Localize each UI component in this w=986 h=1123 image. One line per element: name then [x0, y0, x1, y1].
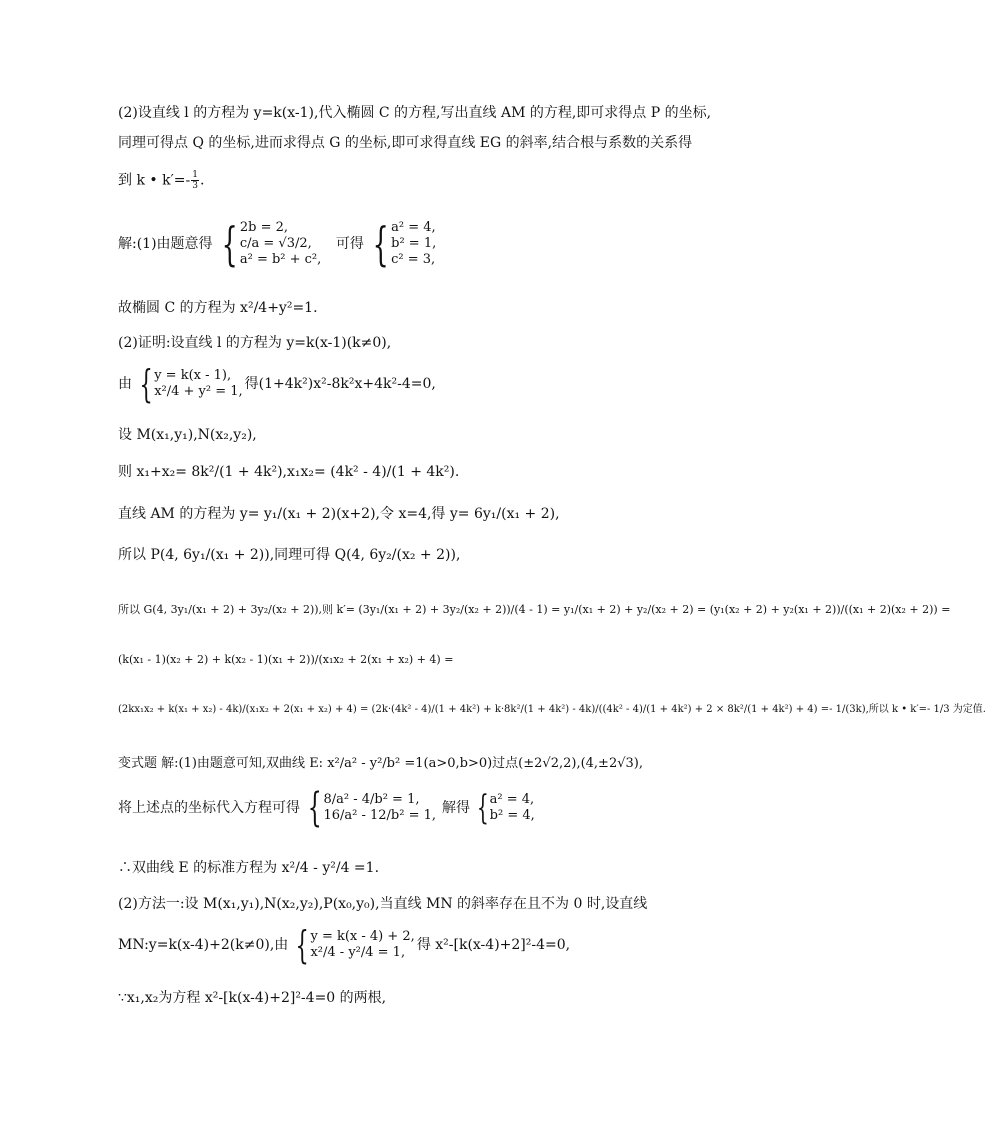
- text-span: 解:(1)由题意得: [118, 236, 213, 252]
- equation-system: [134, 362, 243, 406]
- system-row: x²/4 - y²/4 = 1,: [310, 945, 406, 960]
- system-row: a² = 4,: [489, 792, 535, 807]
- text-line: [118, 925, 570, 965]
- text-line: 直线 AM 的方程为 y= y₁/(x₁ + 2)(x+2),令 x=4,得 y= 6y₁/(x₁ + 2),: [118, 506, 560, 522]
- text-line: [118, 218, 438, 270]
- left-brace: {: [295, 923, 310, 967]
- denominator: 3: [192, 181, 198, 191]
- text-line: [118, 364, 436, 404]
- system-row: 8/a² - 4/b² = 1,: [323, 792, 420, 807]
- system-row: b² = 1,: [391, 236, 437, 251]
- system-row: c/a = √3/2,: [239, 236, 312, 251]
- text-span: MN:y=k(x-4)+2(k≠0),由: [118, 937, 289, 953]
- text-span: 由: [118, 376, 132, 392]
- text-span: 将上述点的坐标代入方程可得: [118, 800, 300, 816]
- system-row: x²/4 + y² = 1,: [154, 384, 243, 399]
- left-brace: {: [372, 217, 389, 271]
- text-line: 故椭圆 C 的方程为 x²/4+y²=1.: [118, 300, 318, 316]
- text-span: 到 k • k′=-: [118, 172, 191, 189]
- text-line: (2)证明:设直线 l 的方程为 y=k(x-1)(k≠0),: [118, 335, 392, 351]
- text-line: 变式题 解:(1)由题意可知,双曲线 E: x²/a² - y²/b² =1(a>0,b>0)过点(±2√2,2),(4,±2√3),: [118, 756, 643, 771]
- text-line: 则 x₁+x₂= 8k²/(1 + 4k²),x₁x₂= (4k² - 4)/(1 + 4k²).: [118, 464, 460, 480]
- equation-system: [290, 923, 415, 967]
- text-line: 所以 G(4, 3y₁/(x₁ + 2) + 3y₂/(x₂ + 2)),则 k′= (3y₁/(x₁ + 2) + 3y₂/(x₂ + 2))/(4 - 1) = y₁/(x₁ + 2) + y₂/(x₂ + 2) = (y₁(x₂ + 2) + y₂(x₁ + 2))/((x₁ + 2)(x₂ + 2)) =: [118, 603, 951, 616]
- text-line: 同理可得点 Q 的坐标,进而求得点 G 的坐标,即可求得直线 EG 的斜率,结合根与系数的关系得: [118, 135, 693, 151]
- text-line: (2)方法一:设 M(x₁,y₁),N(x₂,y₂),P(x₀,y₀),当直线 MN 的斜率存在且不为 0 时,设直线: [118, 896, 648, 912]
- text-line: (2kx₁x₂ + k(x₁ + x₂) - 4k)/(x₁x₂ + 2(x₁ + x₂) + 4) = (2k·(4k² - 4)/(1 + 4k²) + k·8k²/(1 + 4k²) - 4k)/((4k² - 4)/(1 + 4k²) + 2 × 8k²/(1 + 4k²) + 4) =- 1/(3k),所以 k • k′=- 1/3 为定值.: [118, 704, 986, 715]
- system-row: c² = 3,: [391, 252, 436, 267]
- system-row: a² = b² + c²,: [239, 252, 322, 267]
- text-span: .: [199, 172, 205, 189]
- system-row: b² = 4,: [489, 808, 535, 823]
- left-brace: {: [307, 785, 322, 831]
- equation-system: [366, 217, 437, 271]
- text-line: [118, 170, 204, 191]
- text-line: (k(x₁ - 1)(x₂ + 2) + k(x₂ - 1)(x₁ + 2))/(x₁x₂ + 2(x₁ + x₂) + 4) =: [118, 653, 454, 666]
- system-row: 2b = 2,: [239, 220, 288, 235]
- text-line: (2)设直线 l 的方程为 y=k(x-1),代入椭圆 C 的方程,写出直线 AM 的方程,即可求得点 P 的坐标,: [118, 105, 712, 121]
- text-line: ∵x₁,x₂为方程 x²-[k(x-4)+2]²-4=0 的两根,: [118, 990, 387, 1006]
- left-brace: {: [139, 362, 153, 406]
- text-line: [118, 786, 537, 830]
- text-line: 所以 P(4, 6y₁/(x₁ + 2)),同理可得 Q(4, 6y₂/(x₂ + 2)),: [118, 547, 461, 563]
- text-line: ∴双曲线 E 的标准方程为 x²/4 - y²/4 =1.: [118, 860, 380, 876]
- system-row: y = k(x - 1),: [154, 368, 232, 383]
- numerator: 1: [192, 170, 198, 180]
- text-span: 得 x²-[k(x-4)+2]²-4=0,: [416, 937, 571, 953]
- equation-system: [472, 788, 535, 828]
- equation-system: [302, 785, 437, 831]
- text-span: 得(1+4k²)x²-8k²x+4k²-4=0,: [244, 376, 436, 392]
- system-row: 16/a² - 12/b² = 1,: [323, 808, 437, 823]
- text-span: 解得: [442, 800, 471, 816]
- system-row: y = k(x - 4) + 2,: [310, 929, 415, 944]
- text-span: 可得: [335, 236, 364, 252]
- fraction: [191, 170, 199, 191]
- left-brace: {: [221, 217, 238, 271]
- left-brace: {: [476, 788, 489, 828]
- equation-system: [215, 217, 324, 271]
- system-row: a² = 4,: [391, 220, 436, 235]
- text-line: 设 M(x₁,y₁),N(x₂,y₂),: [118, 427, 257, 443]
